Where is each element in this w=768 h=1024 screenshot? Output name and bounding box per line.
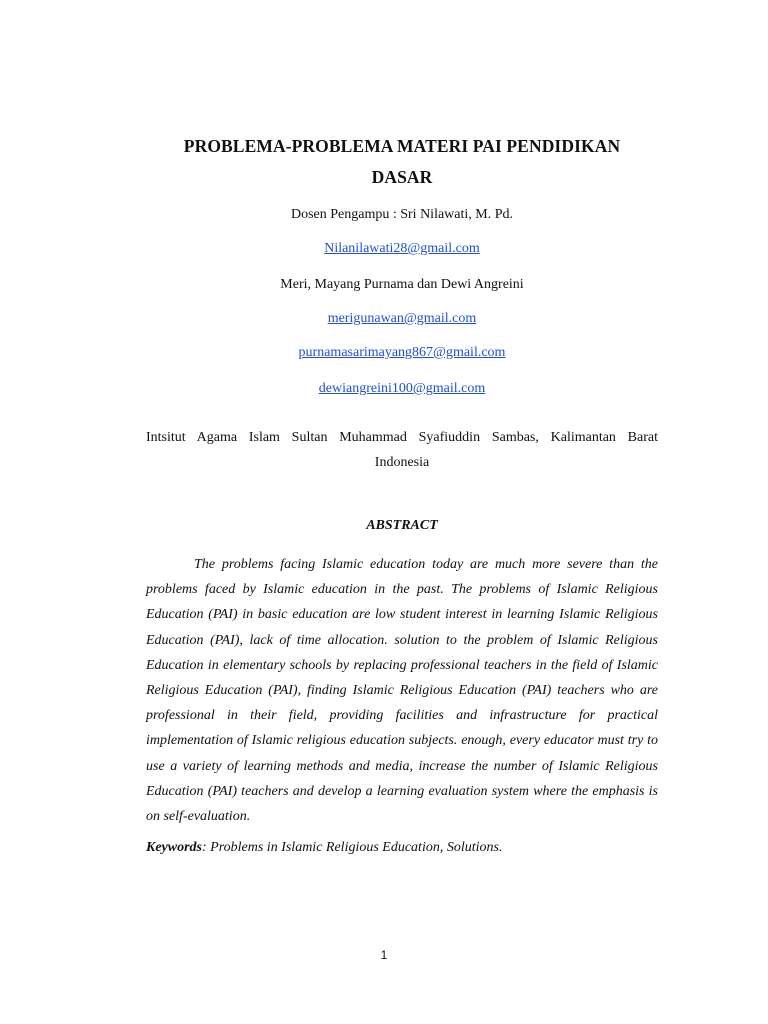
keywords-text: : Problems in Islamic Religious Education, Solutions. — [202, 840, 503, 855]
lecturer-email-link[interactable]: Nilanilawati28@gmail.com — [324, 241, 480, 256]
page-number: 1 — [380, 948, 388, 962]
abstract-body: The problems facing Islamic education today are much more severe than the problems faced by Islamic education in the past. The problems of Islamic Religious Education (PAI) in basic education are low student interest in learning Islamic Religious Education (PAI), lack of time allocation. solution to the problem of Islamic Religious Education in elementary schools by replacing professional teachers in the field of Islamic Religious Education (PAI), finding Islamic Religious Education (PAI) teachers who are professional in their field, providing facilities and infrastructure for practical implementation of Islamic religious education subjects. enough, every educator must try to use a variety of learning methods and media, increase the number of Islamic Religious Education (PAI) teachers and develop a learning evaluation system where the emphasis is on self-evaluation. — [146, 557, 658, 825]
lecturer-email-row — [146, 241, 658, 257]
paper-title-line-1: PROBLEMA-PROBLEMA MATERI PAI PENDIDIKAN — [183, 136, 621, 156]
author-email-row-2 — [146, 345, 658, 361]
paper-title-line-2: DASAR — [371, 167, 433, 187]
authors-line: Meri, Mayang Purnama dan Dewi Angreini — [280, 277, 524, 292]
affiliation-line-1: Intsitut Agama Islam Sultan Muhammad Syafiuddin Sambas, Kalimantan Barat — [146, 430, 658, 445]
author-email-link-2[interactable]: purnamasarimayang867@gmail.com — [298, 345, 506, 360]
affiliation — [146, 425, 658, 475]
author-email-row-1 — [146, 311, 658, 327]
author-email-link-3[interactable]: dewiangreini100@gmail.com — [318, 381, 486, 396]
keywords-line — [146, 840, 658, 856]
keywords-label: Keywords — [146, 840, 202, 855]
affiliation-line-2: Indonesia — [374, 455, 430, 470]
abstract-heading: ABSTRACT — [366, 518, 438, 533]
author-email-link-1[interactable]: merigunawan@gmail.com — [327, 311, 477, 326]
lecturer-line: Dosen Pengampu : Sri Nilawati, M. Pd. — [290, 207, 514, 222]
author-email-row-3 — [146, 381, 658, 397]
